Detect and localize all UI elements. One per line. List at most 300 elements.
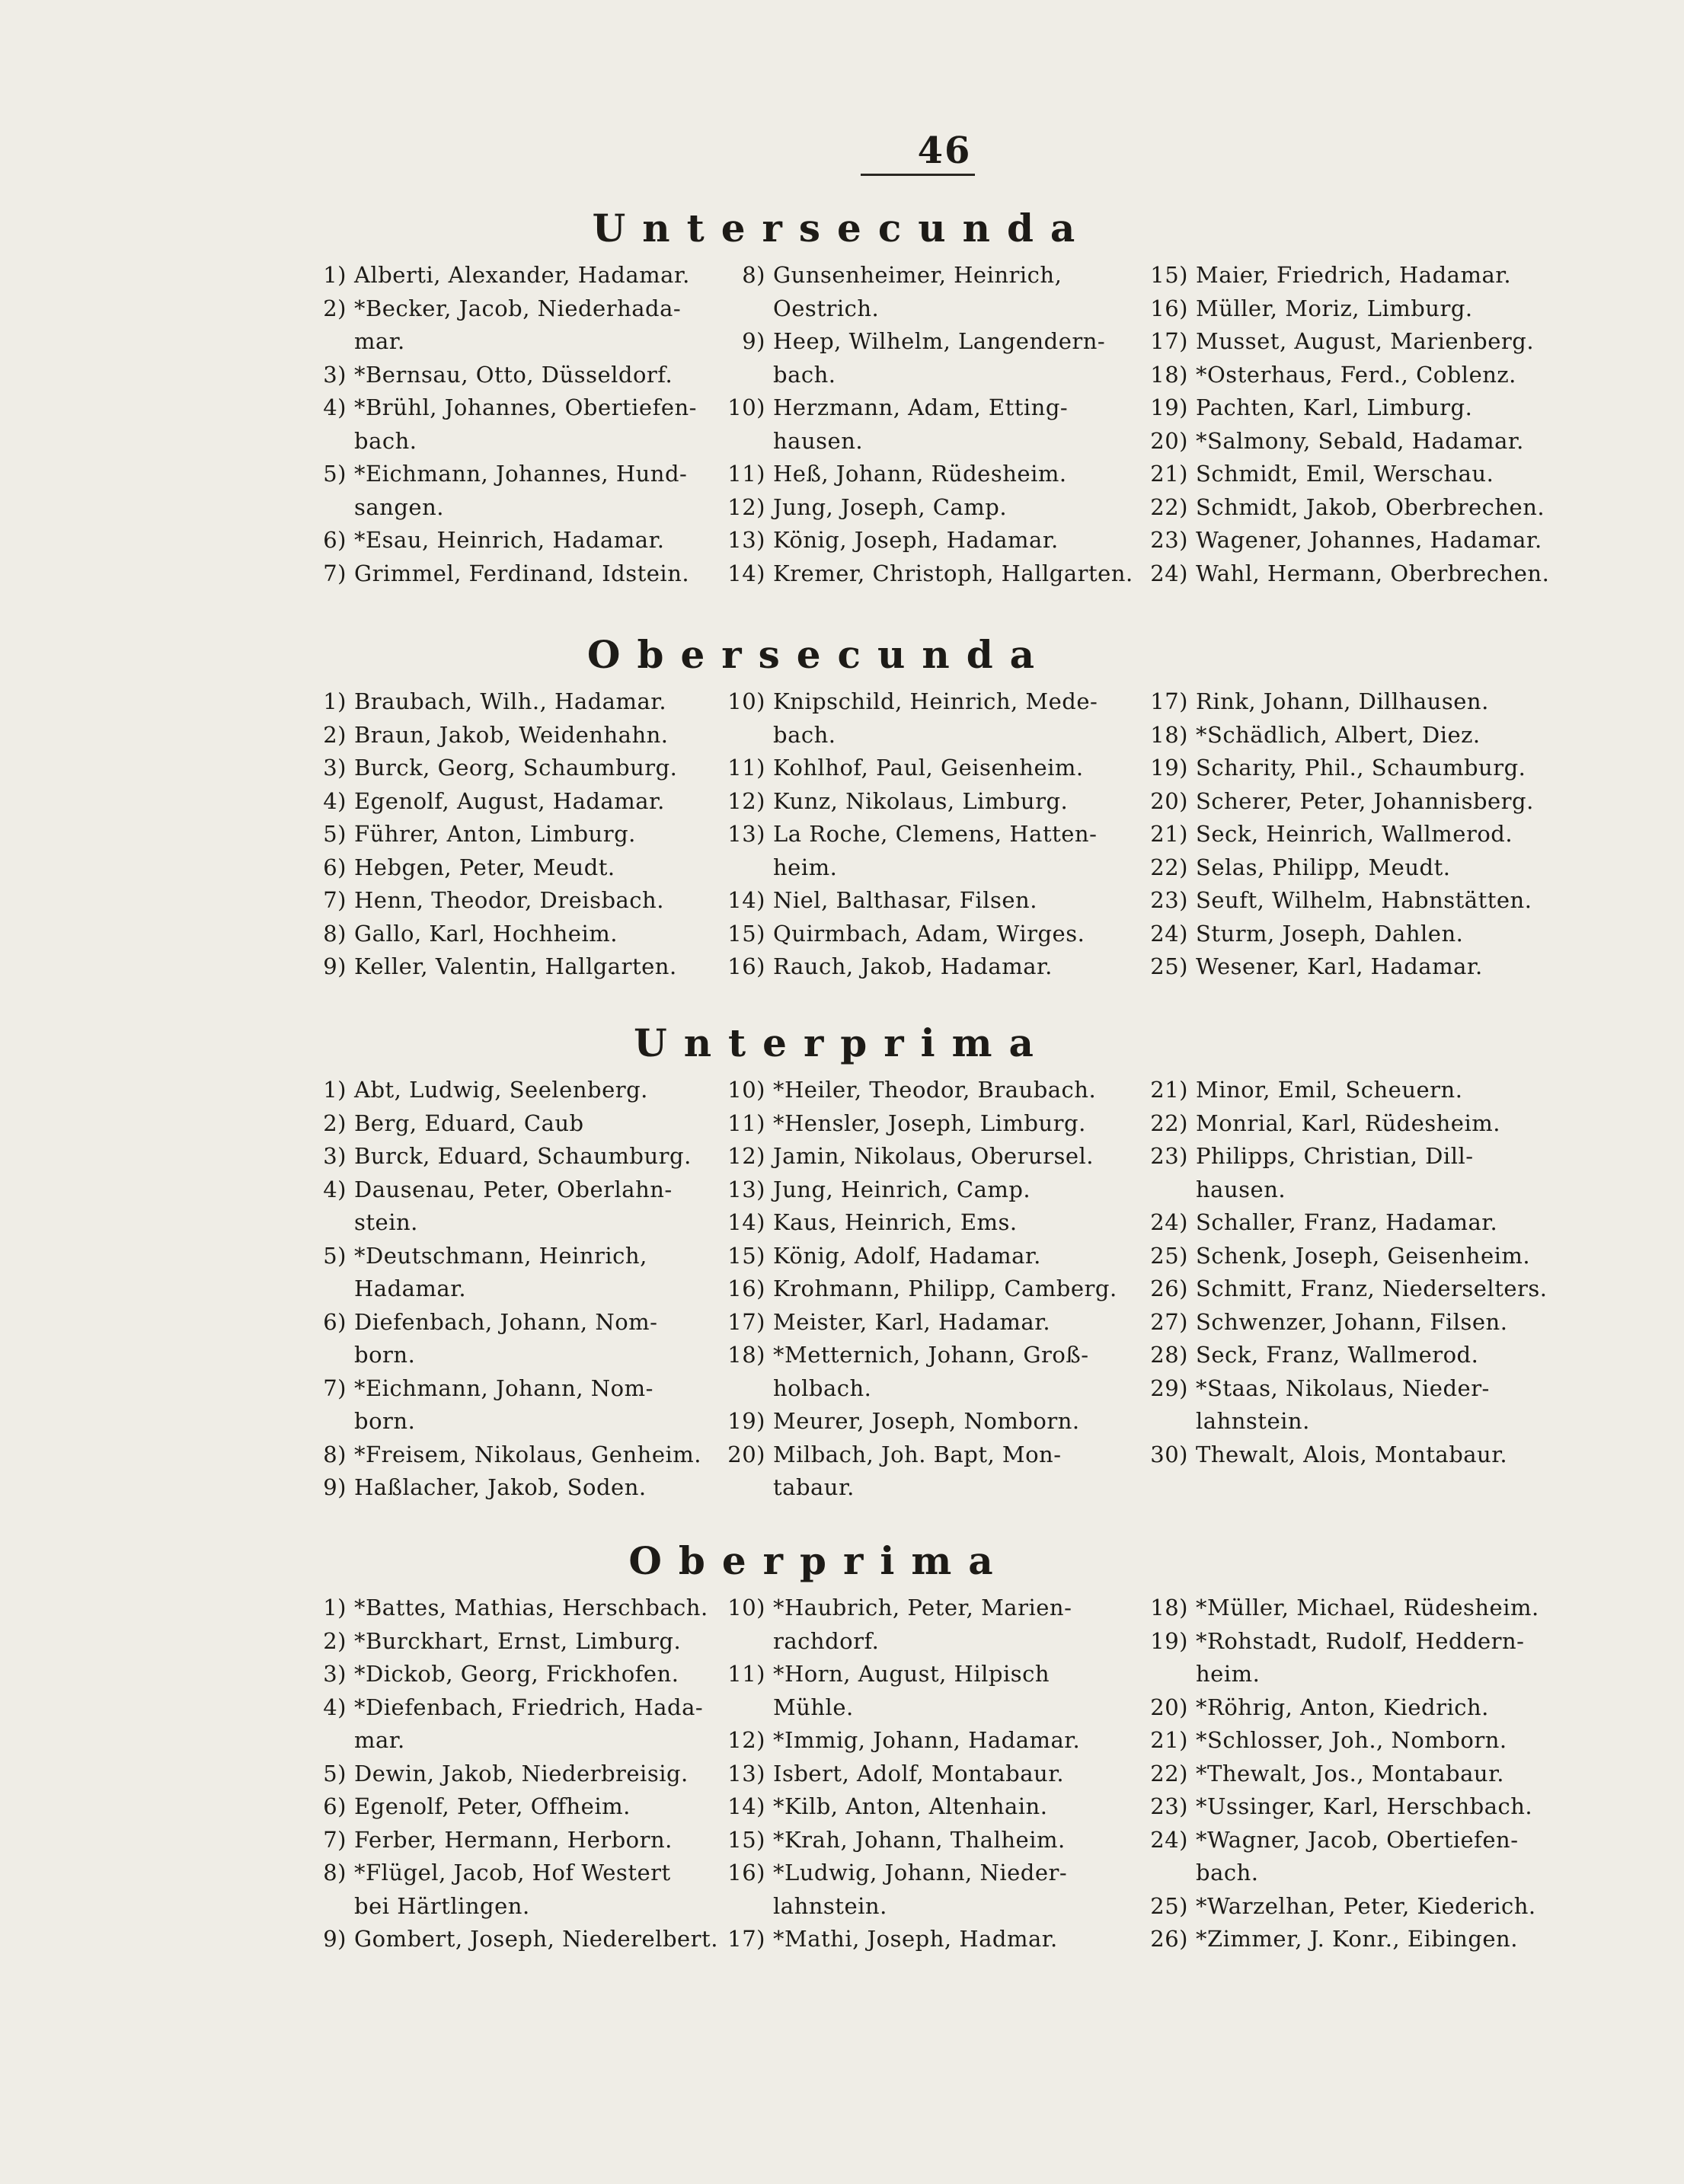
student-entry (1142, 557, 1569, 591)
column-1 (301, 1074, 727, 1505)
entry-number: 2) (323, 721, 347, 748)
student-entry (301, 719, 727, 752)
entry-name: Braubach, Wilh., Hadamar. (354, 688, 667, 714)
entry-number: 15) (727, 1242, 765, 1269)
entry-number: 16) (727, 1860, 765, 1885)
entry-name: Wagener, Johannes, Hadamar. (1196, 527, 1542, 553)
student-entry (720, 1857, 1146, 1923)
entry-name: La Roche, Clemens, Hatten- (773, 821, 1098, 847)
entry-name: *Rohstadt, Rudolf, Heddern- (1196, 1627, 1525, 1654)
entry-number: 13) (727, 1176, 765, 1202)
column-1 (301, 1592, 727, 1956)
entry-number: 19) (1150, 394, 1188, 420)
entry-number: 24) (1150, 1826, 1188, 1853)
student-entry (720, 1074, 1146, 1107)
entry-number: 4) (323, 787, 347, 814)
entry-name: Sturm, Joseph, Dahlen. (1196, 920, 1464, 947)
entry-number: 4) (323, 394, 347, 420)
student-entry (1142, 950, 1569, 984)
entry-name: Seck, Heinrich, Wallmerod. (1196, 821, 1513, 847)
entry-number: 10) (727, 1595, 765, 1620)
entry-name: *Deutschmann, Heinrich, (354, 1242, 647, 1269)
entry-name: Schmidt, Emil, Werschau. (1196, 461, 1494, 487)
entry-continuation: heim. (773, 854, 838, 880)
entry-name: Diefenbach, Johann, Nom- (354, 1308, 658, 1335)
entry-number: 25) (1150, 1242, 1188, 1269)
entry-number: 1) (323, 1077, 347, 1103)
entry-number: 16) (727, 953, 765, 979)
entry-continuation: Oestrich. (773, 295, 880, 321)
entry-name: Müller, Moriz, Limburg. (1196, 295, 1473, 321)
student-entry (720, 1173, 1146, 1207)
entry-number: 8) (323, 1441, 347, 1467)
entry-number: 16) (727, 1276, 765, 1301)
entry-number: 23) (1150, 887, 1188, 913)
student-entry (301, 1857, 727, 1923)
entry-number: 22) (1150, 854, 1188, 880)
entry-number: 21) (1150, 461, 1188, 487)
student-entry (301, 1471, 727, 1505)
entry-name: *Heiler, Theodor, Braubach. (773, 1077, 1097, 1103)
entry-continuation: rachdorf. (773, 1627, 880, 1654)
entry-name: *Flügel, Jacob, Hof Westert (354, 1860, 671, 1885)
entry-number: 24) (1150, 920, 1188, 947)
entry-name: Wesener, Karl, Hadamar. (1196, 953, 1483, 979)
entry-name: Kunz, Nikolaus, Limburg. (773, 787, 1069, 814)
student-entry (1142, 259, 1569, 292)
entry-number: 13) (727, 821, 765, 847)
entry-number: 10) (727, 688, 765, 714)
entry-number: 25) (1150, 1892, 1188, 1919)
student-entry (1142, 719, 1569, 752)
student-entry (720, 1206, 1146, 1240)
entry-number: 14) (727, 560, 765, 586)
student-entry (720, 325, 1146, 391)
student-entry (1142, 391, 1569, 425)
student-entry (301, 292, 727, 359)
entry-number: 17) (727, 1926, 765, 1952)
entry-continuation: bach. (773, 361, 836, 388)
entry-continuation: mar. (354, 1727, 405, 1753)
entry-number: 3) (323, 1143, 347, 1169)
student-entry (1142, 918, 1569, 951)
entry-name: *Schädlich, Albert, Diez. (1196, 721, 1481, 748)
entry-continuation: holbach. (773, 1375, 872, 1401)
entry-number: 17) (1150, 688, 1188, 714)
entry-continuation: born. (354, 1342, 416, 1368)
entry-name: Haßlacher, Jakob, Soden. (354, 1474, 647, 1500)
student-entry (1142, 752, 1569, 785)
student-entry (301, 359, 727, 392)
entry-name: Alberti, Alexander, Hadamar. (354, 262, 690, 288)
entry-name: Ferber, Hermann, Herborn. (354, 1826, 673, 1853)
entry-name: Milbach, Joh. Bapt, Mon- (773, 1441, 1062, 1467)
entry-number: 4) (323, 1694, 347, 1720)
entry-name: Herzmann, Adam, Etting- (773, 394, 1069, 420)
entry-number: 11) (727, 461, 765, 487)
entry-number: 3) (323, 361, 347, 388)
entry-number: 2) (323, 295, 347, 321)
student-entry (720, 884, 1146, 918)
student-entry (1142, 884, 1569, 918)
student-entry (720, 458, 1146, 491)
entry-name: Kohlhof, Paul, Geisenheim. (773, 755, 1084, 781)
entry-number: 11) (727, 1661, 765, 1687)
student-entry (301, 1625, 727, 1659)
student-entry (301, 1173, 727, 1240)
entry-number: 3) (323, 1661, 347, 1687)
entry-name: *Haubrich, Peter, Marien- (773, 1595, 1072, 1620)
entry-continuation: bach. (354, 427, 417, 454)
entry-name: *Röhrig, Anton, Kiedrich. (1196, 1694, 1489, 1720)
entry-number: 16) (1150, 295, 1188, 321)
entry-number: 24) (1150, 1209, 1188, 1235)
entry-number: 21) (1150, 821, 1188, 847)
section-title: Untersecunda (592, 206, 1092, 251)
student-entry (1142, 292, 1569, 326)
student-entry (720, 1240, 1146, 1273)
entry-name: *Horn, August, Hilpisch (773, 1661, 1050, 1687)
entry-name: Gallo, Karl, Hochheim. (354, 920, 618, 947)
student-entry (1142, 1339, 1569, 1372)
entry-number: 9) (742, 328, 765, 354)
student-entry (720, 1107, 1146, 1141)
entry-name: Gunsenheimer, Heinrich, (773, 262, 1062, 288)
entry-name: Jung, Heinrich, Camp. (773, 1176, 1031, 1202)
student-entry (1142, 1140, 1569, 1206)
entry-number: 19) (1150, 1627, 1188, 1654)
entry-number: 19) (1150, 755, 1188, 781)
entry-name: Hebgen, Peter, Meudt. (354, 854, 615, 880)
student-entry (301, 1758, 727, 1791)
entry-name: *Wagner, Jacob, Obertiefen- (1196, 1826, 1519, 1853)
entry-name: Rink, Johann, Dillhausen. (1196, 688, 1489, 714)
entry-name: Schaller, Franz, Hadamar. (1196, 1209, 1498, 1235)
student-entry (1142, 1272, 1569, 1306)
student-entry (301, 1790, 727, 1824)
student-entry (720, 950, 1146, 984)
section-title: Obersecunda (586, 632, 1052, 677)
entry-name: Krohmann, Philipp, Camberg. (773, 1276, 1117, 1301)
entry-continuation: bach. (1196, 1860, 1259, 1885)
student-entry (720, 491, 1146, 525)
entry-name: *Ludwig, Johann, Nieder- (773, 1860, 1068, 1885)
entry-name: *Zimmer, J. Konr., Eibingen. (1196, 1926, 1518, 1952)
entry-number: 26) (1150, 1276, 1188, 1301)
entry-name: *Hensler, Joseph, Limburg. (773, 1110, 1086, 1136)
student-entry (1142, 1206, 1569, 1240)
student-entry (301, 1372, 727, 1438)
entry-name: Egenolf, August, Hadamar. (354, 787, 665, 814)
entry-number: 22) (1150, 1760, 1188, 1786)
student-entry (301, 1074, 727, 1107)
entry-number: 26) (1150, 1926, 1188, 1952)
entry-number: 12) (727, 1143, 765, 1169)
student-entry (720, 1724, 1146, 1758)
page-number-rule (861, 174, 975, 176)
student-entry (301, 1240, 727, 1306)
entry-number: 14) (727, 1793, 765, 1819)
student-entry (1142, 1107, 1569, 1141)
student-entry (720, 785, 1146, 819)
entry-name: Schmitt, Franz, Niederselters. (1196, 1276, 1548, 1301)
student-entry (301, 391, 727, 458)
entry-continuation: hausen. (773, 427, 864, 454)
entry-name: Schwenzer, Johann, Filsen. (1196, 1308, 1508, 1335)
entry-number: 17) (727, 1308, 765, 1335)
student-entry (301, 1140, 727, 1173)
student-entry (1142, 685, 1569, 719)
entry-continuation: Mühle. (773, 1694, 854, 1720)
student-entry (1142, 1240, 1569, 1273)
entry-number: 30) (1150, 1441, 1188, 1467)
student-entry (720, 1339, 1146, 1405)
entry-number: 27) (1150, 1308, 1188, 1335)
entry-name: Meurer, Joseph, Nomborn. (773, 1408, 1080, 1434)
student-entry (1142, 785, 1569, 819)
entry-number: 8) (323, 1860, 347, 1885)
entry-name: *Burckhart, Ernst, Limburg. (354, 1627, 682, 1654)
entry-continuation: heim. (1196, 1661, 1261, 1687)
student-entry (720, 1592, 1146, 1658)
entry-name: Thewalt, Alois, Montabaur. (1196, 1441, 1508, 1467)
entry-name: *Freisem, Nikolaus, Genheim. (354, 1441, 701, 1467)
entry-number: 10) (727, 394, 765, 420)
entry-name: *Krah, Johann, Thalheim. (773, 1826, 1066, 1853)
entry-number: 14) (727, 1209, 765, 1235)
entry-continuation: Hadamar. (354, 1276, 467, 1301)
student-entry (1142, 491, 1569, 525)
student-entry (1142, 1691, 1569, 1725)
entry-number: 7) (323, 1826, 347, 1853)
student-entry (301, 1923, 727, 1956)
entry-name: Seck, Franz, Wallmerod. (1196, 1342, 1479, 1368)
entry-name: *Müller, Michael, Rüdesheim. (1196, 1595, 1539, 1620)
entry-number: 10) (727, 1077, 765, 1103)
entry-number: 1) (323, 262, 347, 288)
entry-number: 2) (323, 1110, 347, 1136)
entry-name: *Staas, Nikolaus, Nieder- (1196, 1375, 1490, 1401)
student-entry (1142, 1758, 1569, 1791)
entry-number: 6) (323, 527, 347, 553)
student-entry (720, 1790, 1146, 1824)
entry-number: 6) (323, 1793, 347, 1819)
entry-number: 23) (1150, 1793, 1188, 1819)
column-2 (720, 1592, 1146, 1956)
entry-number: 28) (1150, 1342, 1188, 1368)
entry-name: Selas, Philipp, Meudt. (1196, 854, 1451, 880)
student-entry (301, 524, 727, 557)
entry-name: *Bernsau, Otto, Düsseldorf. (354, 361, 673, 388)
column-2 (720, 685, 1146, 984)
entry-name: Isbert, Adolf, Montabaur. (773, 1760, 1065, 1786)
entry-number: 15) (1150, 262, 1188, 288)
entry-name: Dewin, Jakob, Niederbreisig. (354, 1760, 689, 1786)
student-entry (1142, 1824, 1569, 1890)
entry-name: Schmidt, Jakob, Oberbrechen. (1196, 493, 1545, 520)
entry-name: *Eichmann, Johannes, Hund- (354, 461, 688, 487)
page-number: 46 (917, 129, 972, 172)
student-entry (301, 785, 727, 819)
student-entry (1142, 1724, 1569, 1758)
entry-name: *Salmony, Sebald, Hadamar. (1196, 427, 1524, 454)
student-entry (720, 1658, 1146, 1724)
entry-number: 9) (323, 1474, 347, 1500)
student-entry (1142, 325, 1569, 359)
entry-number: 12) (727, 1727, 765, 1753)
entry-name: *Dickob, Georg, Frickhofen. (354, 1661, 679, 1687)
entry-name: Niel, Balthasar, Filsen. (773, 887, 1037, 913)
student-entry (1142, 1592, 1569, 1625)
entry-number: 5) (323, 1242, 347, 1269)
entry-number: 25) (1150, 953, 1188, 979)
entry-name: Gombert, Joseph, Niederelbert. (354, 1926, 718, 1952)
student-entry (720, 1758, 1146, 1791)
student-entry (1142, 524, 1569, 557)
section-title: Unterprima (634, 1020, 1050, 1065)
student-entry (720, 918, 1146, 951)
student-entry (720, 752, 1146, 785)
student-entry (720, 1438, 1146, 1505)
entry-name: Rauch, Jakob, Hadamar. (773, 953, 1053, 979)
student-entry (720, 1923, 1146, 1956)
entry-number: 18) (1150, 721, 1188, 748)
student-entry (1142, 1074, 1569, 1107)
entry-name: Berg, Eduard, Caub (354, 1110, 584, 1136)
entry-number: 20) (727, 1441, 765, 1467)
entry-name: Grimmel, Ferdinand, Idstein. (354, 560, 690, 586)
entry-continuation: hausen. (1196, 1176, 1286, 1202)
entry-number: 18) (1150, 1595, 1188, 1620)
column-2 (720, 259, 1146, 590)
entry-number: 13) (727, 527, 765, 553)
entry-name: Jung, Joseph, Camp. (773, 493, 1008, 520)
student-entry (301, 1824, 727, 1857)
entry-name: Burck, Eduard, Schaumburg. (354, 1143, 692, 1169)
student-entry (301, 685, 727, 719)
entry-number: 7) (323, 560, 347, 586)
entry-number: 7) (323, 887, 347, 913)
student-entry (1142, 359, 1569, 392)
entry-number: 14) (727, 887, 765, 913)
student-entry (720, 1272, 1146, 1306)
entry-name: Maier, Friedrich, Hadamar. (1196, 262, 1512, 288)
entry-number: 18) (1150, 361, 1188, 388)
column-1 (301, 259, 727, 590)
entry-number: 8) (323, 920, 347, 947)
entry-number: 5) (323, 821, 347, 847)
student-entry (301, 918, 727, 951)
entry-name: Kremer, Christoph, Hallgarten. (773, 560, 1133, 586)
student-entry (301, 818, 727, 851)
entry-continuation: sangen. (354, 493, 444, 520)
student-entry (1142, 425, 1569, 458)
entry-name: *Diefenbach, Friedrich, Hada- (354, 1694, 704, 1720)
student-entry (1142, 458, 1569, 491)
entry-name: Scharity, Phil., Schaumburg. (1196, 755, 1526, 781)
student-entry (1142, 1923, 1569, 1956)
entry-name: Burck, Georg, Schaumburg. (354, 755, 678, 781)
entry-number: 23) (1150, 1143, 1188, 1169)
entry-name: *Schlosser, Joh., Nomborn. (1196, 1727, 1507, 1753)
entry-continuation: bach. (773, 721, 836, 748)
entry-name: *Battes, Mathias, Herschbach. (354, 1595, 708, 1620)
student-entry (301, 1592, 727, 1625)
entry-name: Egenolf, Peter, Offheim. (354, 1793, 631, 1819)
entry-number: 1) (323, 1595, 347, 1620)
entry-name: *Immig, Johann, Hadamar. (773, 1727, 1081, 1753)
entry-number: 8) (742, 262, 765, 288)
entry-name: Meister, Karl, Hadamar. (773, 1308, 1051, 1335)
entry-name: Philipps, Christian, Dill- (1196, 1143, 1474, 1169)
entry-number: 29) (1150, 1375, 1188, 1401)
student-entry (720, 818, 1146, 884)
student-entry (301, 557, 727, 591)
student-entry (1142, 1438, 1569, 1472)
student-entry (720, 1306, 1146, 1339)
student-entry (1142, 1890, 1569, 1924)
entry-name: Kaus, Heinrich, Ems. (773, 1209, 1018, 1235)
entry-name: *Kilb, Anton, Altenhain. (773, 1793, 1048, 1819)
entry-number: 21) (1150, 1727, 1188, 1753)
entry-name: Heß, Johann, Rüdesheim. (773, 461, 1067, 487)
entry-number: 20) (1150, 1694, 1188, 1720)
entry-name: *Ussinger, Karl, Herschbach. (1196, 1793, 1533, 1819)
entry-number: 21) (1150, 1077, 1188, 1103)
entry-name: Monrial, Karl, Rüdesheim. (1196, 1110, 1500, 1136)
entry-name: Wahl, Hermann, Oberbrechen. (1196, 560, 1550, 586)
section-title: Oberprima (628, 1538, 1010, 1583)
entry-name: Quirmbach, Adam, Wirges. (773, 920, 1085, 947)
column-1 (301, 685, 727, 984)
column-3 (1142, 685, 1569, 984)
entry-name: Jamin, Nikolaus, Oberursel. (773, 1143, 1094, 1169)
entry-name: Dausenau, Peter, Oberlahn- (354, 1176, 673, 1202)
student-entry (720, 391, 1146, 458)
entry-name: Knipschild, Heinrich, Mede- (773, 688, 1098, 714)
entry-number: 15) (727, 1826, 765, 1853)
entry-number: 22) (1150, 493, 1188, 520)
student-entry (720, 524, 1146, 557)
student-entry (1142, 1790, 1569, 1824)
entry-name: *Warzelhan, Peter, Kiederich. (1196, 1892, 1536, 1919)
entry-name: *Mathi, Joseph, Hadmar. (773, 1926, 1058, 1952)
entry-number: 9) (323, 1926, 347, 1952)
entry-name: Musset, August, Marienberg. (1196, 328, 1535, 354)
entry-name: Führer, Anton, Limburg. (354, 821, 636, 847)
student-entry (301, 1306, 727, 1372)
entry-number: 15) (727, 920, 765, 947)
column-3 (1142, 1074, 1569, 1471)
entry-name: *Metternich, Johann, Groß- (773, 1342, 1089, 1368)
student-entry (1142, 818, 1569, 851)
entry-name: Keller, Valentin, Hallgarten. (354, 953, 677, 979)
student-entry (720, 557, 1146, 591)
entry-number: 19) (727, 1408, 765, 1434)
entry-number: 12) (727, 493, 765, 520)
student-entry (301, 950, 727, 984)
entry-number: 11) (727, 755, 765, 781)
entry-number: 5) (323, 461, 347, 487)
student-entry (301, 458, 727, 524)
entry-number: 7) (323, 1375, 347, 1401)
entry-name: König, Joseph, Hadamar. (773, 527, 1059, 553)
entry-number: 2) (323, 1627, 347, 1654)
entry-number: 4) (323, 1176, 347, 1202)
entry-number: 3) (323, 755, 347, 781)
entry-number: 6) (323, 1308, 347, 1335)
student-entry (1142, 1372, 1569, 1438)
